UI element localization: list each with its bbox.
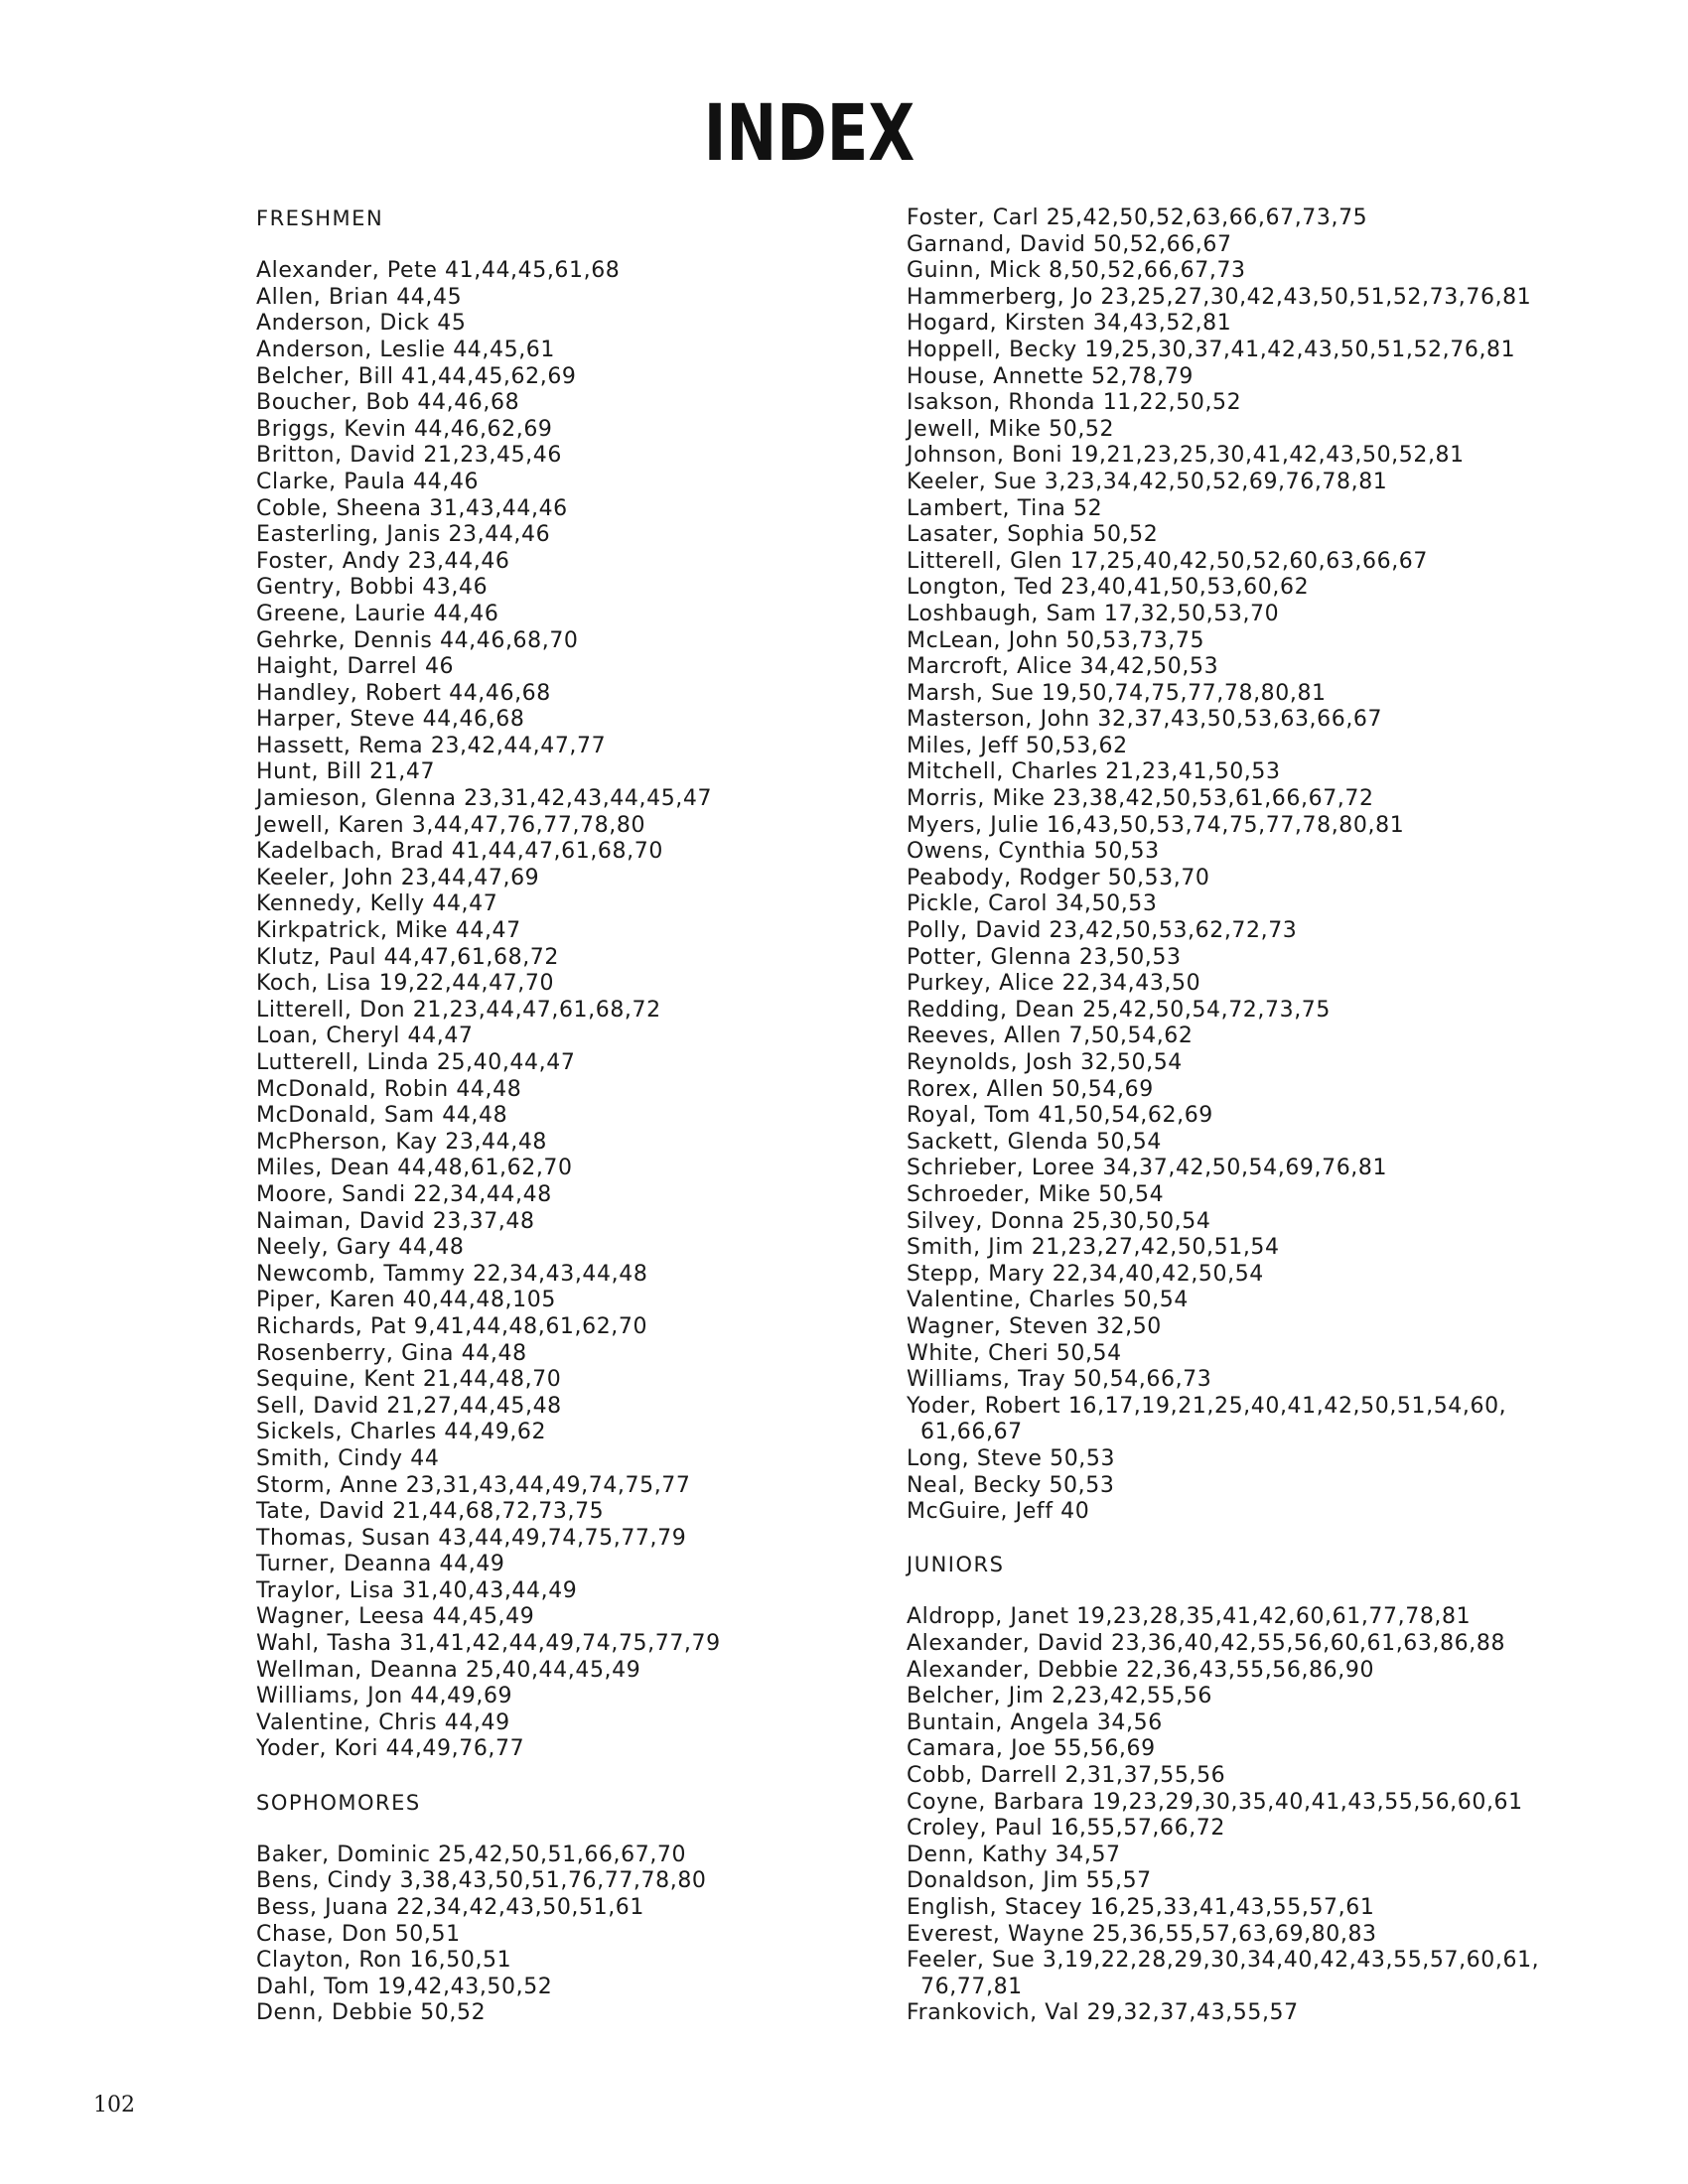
index-entry: Yoder, Robert 16,17,19,21,25,40,41,42,50,51,54,60,: [907, 1393, 1507, 1419]
index-entry: Gentry, Bobbi 43,46: [256, 575, 489, 601]
index-entry: Moore, Sandi 22,34,44,48: [256, 1181, 552, 1207]
index-entry: McDonald, Sam 44,48: [256, 1103, 508, 1129]
index-entry: Royal, Tom 41,50,54,62,69: [907, 1103, 1213, 1129]
index-entry: Chase, Don 50,51: [256, 1921, 461, 1947]
index-entry: Allen, Brian 44,45: [256, 284, 463, 310]
index-entry: Buntain, Angela 34,56: [907, 1709, 1163, 1735]
page-number: 102: [93, 2093, 135, 2117]
index-entry: Hammerberg, Jo 23,25,27,30,42,43,50,51,52,73,76,81: [907, 284, 1532, 310]
index-entry: Cobb, Darrell 2,31,37,55,56: [907, 1763, 1226, 1789]
index-entry: Pickle, Carol 34,50,53: [907, 891, 1158, 917]
index-entry: Reeves, Allen 7,50,54,62: [907, 1024, 1194, 1049]
index-entry: Myers, Julie 16,43,50,53,74,75,77,78,80,81: [907, 812, 1405, 838]
index-entry: Tate, David 21,44,68,72,73,75: [256, 1499, 605, 1525]
index-entry: Lutterell, Linda 25,40,44,47: [256, 1050, 576, 1075]
index-entry: Britton, David 21,23,45,46: [256, 443, 562, 469]
index-entry: Richards, Pat 9,41,44,48,61,62,70: [256, 1313, 648, 1339]
section-gap: [256, 1816, 832, 1843]
index-entry: Hoppell, Becky 19,25,30,37,41,42,43,50,51,52,76,81: [907, 337, 1516, 362]
section-gap: [256, 1763, 832, 1790]
index-entry: Loshbaugh, Sam 17,32,50,53,70: [907, 601, 1280, 626]
page-title: INDEX: [703, 89, 915, 179]
section-gap: [256, 232, 832, 259]
index-entry: Isakson, Rhonda 11,22,50,52: [907, 390, 1242, 416]
index-entry: Haight, Darrel 46: [256, 654, 455, 680]
index-entry: Silvey, Donna 25,30,50,54: [907, 1208, 1211, 1234]
index-entry: Smith, Jim 21,23,27,42,50,51,54: [907, 1235, 1280, 1261]
index-entry: Alexander, Pete 41,44,45,61,68: [256, 258, 621, 284]
index-entry: Litterell, Don 21,23,44,47,61,68,72: [256, 997, 661, 1023]
index-entry: Redding, Dean 25,42,50,54,72,73,75: [907, 997, 1331, 1023]
index-entry: Greene, Laurie 44,46: [256, 601, 499, 626]
index-entry: Williams, Tray 50,54,66,73: [907, 1367, 1212, 1393]
index-entry: Donaldson, Jim 55,57: [907, 1868, 1152, 1894]
left-column: [256, 205, 832, 2027]
index-entry: White, Cheri 50,54: [907, 1340, 1122, 1366]
index-entry: Rorex, Allen 50,54,69: [907, 1076, 1154, 1102]
index-entry: McGuire, Jeff 40: [907, 1499, 1090, 1525]
index-entry: Camara, Joe 55,56,69: [907, 1736, 1156, 1762]
index-entry: Aldropp, Janet 19,23,28,35,41,42,60,61,77,78,81: [907, 1604, 1472, 1630]
index-entry: Smith, Cindy 44: [256, 1445, 440, 1471]
index-entry: Frankovich, Val 29,32,37,43,55,57: [907, 2000, 1299, 2026]
section-gap: [907, 1578, 1602, 1605]
index-entry: Long, Steve 50,53: [907, 1445, 1116, 1471]
index-entry: Clarke, Paula 44,46: [256, 469, 480, 494]
index-entry: Bens, Cindy 3,38,43,50,51,76,77,78,80: [256, 1868, 707, 1894]
index-entry: Naiman, David 23,37,48: [256, 1208, 535, 1234]
index-entry: Anderson, Leslie 44,45,61: [256, 337, 555, 362]
index-entry: Croley, Paul 16,55,57,66,72: [907, 1816, 1225, 1842]
index-entry: Valentine, Charles 50,54: [907, 1288, 1189, 1313]
index-entry: Valentine, Chris 44,49: [256, 1709, 510, 1735]
index-entry: Easterling, Janis 23,44,46: [256, 522, 551, 548]
index-entry: Anderson, Dick 45: [256, 311, 467, 337]
index-entry: Owens, Cynthia 50,53: [907, 839, 1160, 865]
index-entry: Handley, Robert 44,46,68: [256, 680, 551, 706]
index-entry: Guinn, Mick 8,50,52,66,67,73: [907, 258, 1246, 284]
index-entry: House, Annette 52,78,79: [907, 363, 1194, 389]
index-entry: Storm, Anne 23,31,43,44,49,74,75,77: [256, 1472, 691, 1498]
index-entry: Wagner, Leesa 44,45,49: [256, 1604, 535, 1630]
index-entry: McLean, John 50,53,73,75: [907, 627, 1205, 653]
index-entry: Alexander, David 23,36,40,42,55,56,60,61,63,86,88: [907, 1631, 1506, 1657]
index-entry: Baker, Dominic 25,42,50,51,66,67,70: [256, 1842, 687, 1867]
index-entry: Peabody, Rodger 50,53,70: [907, 865, 1210, 890]
index-entry: Belcher, Jim 2,23,42,55,56: [907, 1684, 1212, 1709]
index-entry: Wagner, Steven 32,50: [907, 1313, 1162, 1339]
index-entry: Jewell, Mike 50,52: [907, 416, 1115, 442]
index-entry: Schroeder, Mike 50,54: [907, 1181, 1165, 1207]
freshmen-list: [256, 258, 832, 1763]
index-entry: Polly, David 23,42,50,53,62,72,73: [907, 918, 1298, 944]
index-entry: Piper, Karen 40,44,48,105: [256, 1288, 556, 1313]
index-entry: Morris, Mike 23,38,42,50,53,61,66,67,72: [907, 786, 1374, 812]
index-entry: Litterell, Glen 17,25,40,42,50,52,60,63,66,67: [907, 548, 1428, 574]
index-entry: English, Stacey 16,25,33,41,43,55,57,61: [907, 1895, 1375, 1920]
index-entry: Gehrke, Dennis 44,46,68,70: [256, 627, 579, 653]
index-entry: Coble, Sheena 31,43,44,46: [256, 495, 568, 521]
index-entry: Sequine, Kent 21,44,48,70: [256, 1367, 562, 1393]
section-gap: [907, 1526, 1602, 1553]
index-entry: Klutz, Paul 44,47,61,68,72: [256, 944, 559, 970]
index-entry: Neely, Gary 44,48: [256, 1235, 465, 1261]
section-heading-juniors: JUNIORS: [907, 1553, 1005, 1577]
index-entry: Hassett, Rema 23,42,44,47,77: [256, 733, 607, 758]
index-entry: Sackett, Glenda 50,54: [907, 1129, 1162, 1155]
index-entry: Potter, Glenna 23,50,53: [907, 944, 1182, 970]
index-entry: Mitchell, Charles 21,23,41,50,53: [907, 759, 1281, 785]
index-entry: Stepp, Mary 22,34,40,42,50,54: [907, 1261, 1264, 1287]
index-entry: Jamieson, Glenna 23,31,42,43,44,45,47: [256, 786, 713, 812]
index-entry: Miles, Jeff 50,53,62: [907, 733, 1128, 758]
index-entry: McPherson, Kay 23,44,48: [256, 1129, 548, 1155]
index-entry: Turner, Deanna 44,49: [256, 1552, 505, 1577]
index-entry: Purkey, Alice 22,34,43,50: [907, 971, 1201, 997]
index-entry: Johnson, Boni 19,21,23,25,30,41,42,43,50,52,81: [907, 443, 1465, 469]
index-entry: Kennedy, Kelly 44,47: [256, 891, 498, 917]
index-entry: Harper, Steve 44,46,68: [256, 707, 525, 733]
index-entry: 61,66,67: [920, 1420, 1023, 1445]
index-entry: Traylor, Lisa 31,40,43,44,49: [256, 1577, 578, 1603]
index-entry: Rosenberry, Gina 44,48: [256, 1340, 527, 1366]
index-entry: Foster, Carl 25,42,50,52,63,66,67,73,75: [907, 205, 1368, 230]
index-entry: Jewell, Karen 3,44,47,76,77,78,80: [256, 812, 646, 838]
index-entry: Keeler, Sue 3,23,34,42,50,52,69,76,78,81: [907, 469, 1388, 494]
index-entry: Briggs, Kevin 44,46,62,69: [256, 416, 553, 442]
section-heading-sophomores: SOPHOMORES: [256, 1790, 421, 1815]
section-heading-freshmen: FRESHMEN: [256, 206, 384, 230]
index-entry: Marsh, Sue 19,50,74,75,77,78,80,81: [907, 680, 1327, 706]
index-entry: Clayton, Ron 16,50,51: [256, 1948, 512, 1974]
index-entry: Sell, David 21,27,44,45,48: [256, 1393, 562, 1419]
index-entry: Williams, Jon 44,49,69: [256, 1684, 513, 1709]
sophomores-list-part2: [907, 205, 1602, 1526]
index-entry: Yoder, Kori 44,49,76,77: [256, 1736, 525, 1762]
index-entry: Denn, Kathy 34,57: [907, 1842, 1121, 1867]
index-entry: Masterson, John 32,37,43,50,53,63,66,67: [907, 707, 1383, 733]
index-entry: Garnand, David 50,52,66,67: [907, 231, 1232, 257]
index-entry: Newcomb, Tammy 22,34,43,44,48: [256, 1261, 648, 1287]
index-entry: Everest, Wayne 25,36,55,57,63,69,80,83: [907, 1921, 1377, 1947]
juniors-list: [907, 1604, 1602, 2027]
sophomores-list-part1: [256, 1843, 832, 2027]
index-entry: Boucher, Bob 44,46,68: [256, 390, 520, 416]
index-entry: Longton, Ted 23,40,41,50,53,60,62: [907, 575, 1310, 601]
index-entry: Reynolds, Josh 32,50,54: [907, 1050, 1183, 1075]
index-entry: Kirkpatrick, Mike 44,47: [256, 918, 521, 944]
index-entry: Wahl, Tasha 31,41,42,44,49,74,75,77,79: [256, 1631, 721, 1657]
index-entry: Feeler, Sue 3,19,22,28,29,30,34,40,42,43,55,57,60,61,: [907, 1948, 1540, 1974]
index-entry: Wellman, Deanna 25,40,44,45,49: [256, 1657, 641, 1683]
index-entry: Loan, Cheryl 44,47: [256, 1024, 474, 1049]
index-entry: Denn, Debbie 50,52: [256, 2000, 487, 2026]
index-entry: Sickels, Charles 44,49,62: [256, 1420, 547, 1445]
index-entry: Koch, Lisa 19,22,44,47,70: [256, 971, 555, 997]
index-entry: Belcher, Bill 41,44,45,62,69: [256, 363, 577, 389]
right-column: [907, 205, 1602, 2027]
index-entry: Lambert, Tina 52: [907, 495, 1103, 521]
index-entry: Hogard, Kirsten 34,43,52,81: [907, 311, 1232, 337]
index-entry: 76,77,81: [920, 1974, 1023, 1999]
index-entry: Lasater, Sophia 50,52: [907, 522, 1159, 548]
index-entry: Alexander, Debbie 22,36,43,55,56,86,90: [907, 1657, 1375, 1683]
index-entry: Hunt, Bill 21,47: [256, 759, 436, 785]
index-entry: Keeler, John 23,44,47,69: [256, 865, 540, 890]
index-entry: Kadelbach, Brad 41,44,47,61,68,70: [256, 839, 663, 865]
index-entry: Schrieber, Loree 34,37,42,50,54,69,76,81: [907, 1156, 1388, 1181]
index-entry: Foster, Andy 23,44,46: [256, 548, 510, 574]
index-entry: Thomas, Susan 43,44,49,74,75,77,79: [256, 1525, 687, 1551]
index-entry: Bess, Juana 22,34,42,43,50,51,61: [256, 1895, 644, 1920]
index-entry: Neal, Becky 50,53: [907, 1472, 1115, 1498]
index-entry: Coyne, Barbara 19,23,29,30,35,40,41,43,55,56,60,61: [907, 1789, 1523, 1815]
index-entry: McDonald, Robin 44,48: [256, 1076, 522, 1102]
index-entry: Dahl, Tom 19,42,43,50,52: [256, 1974, 553, 1999]
index-entry: Miles, Dean 44,48,61,62,70: [256, 1156, 573, 1181]
index-entry: Marcroft, Alice 34,42,50,53: [907, 654, 1219, 680]
